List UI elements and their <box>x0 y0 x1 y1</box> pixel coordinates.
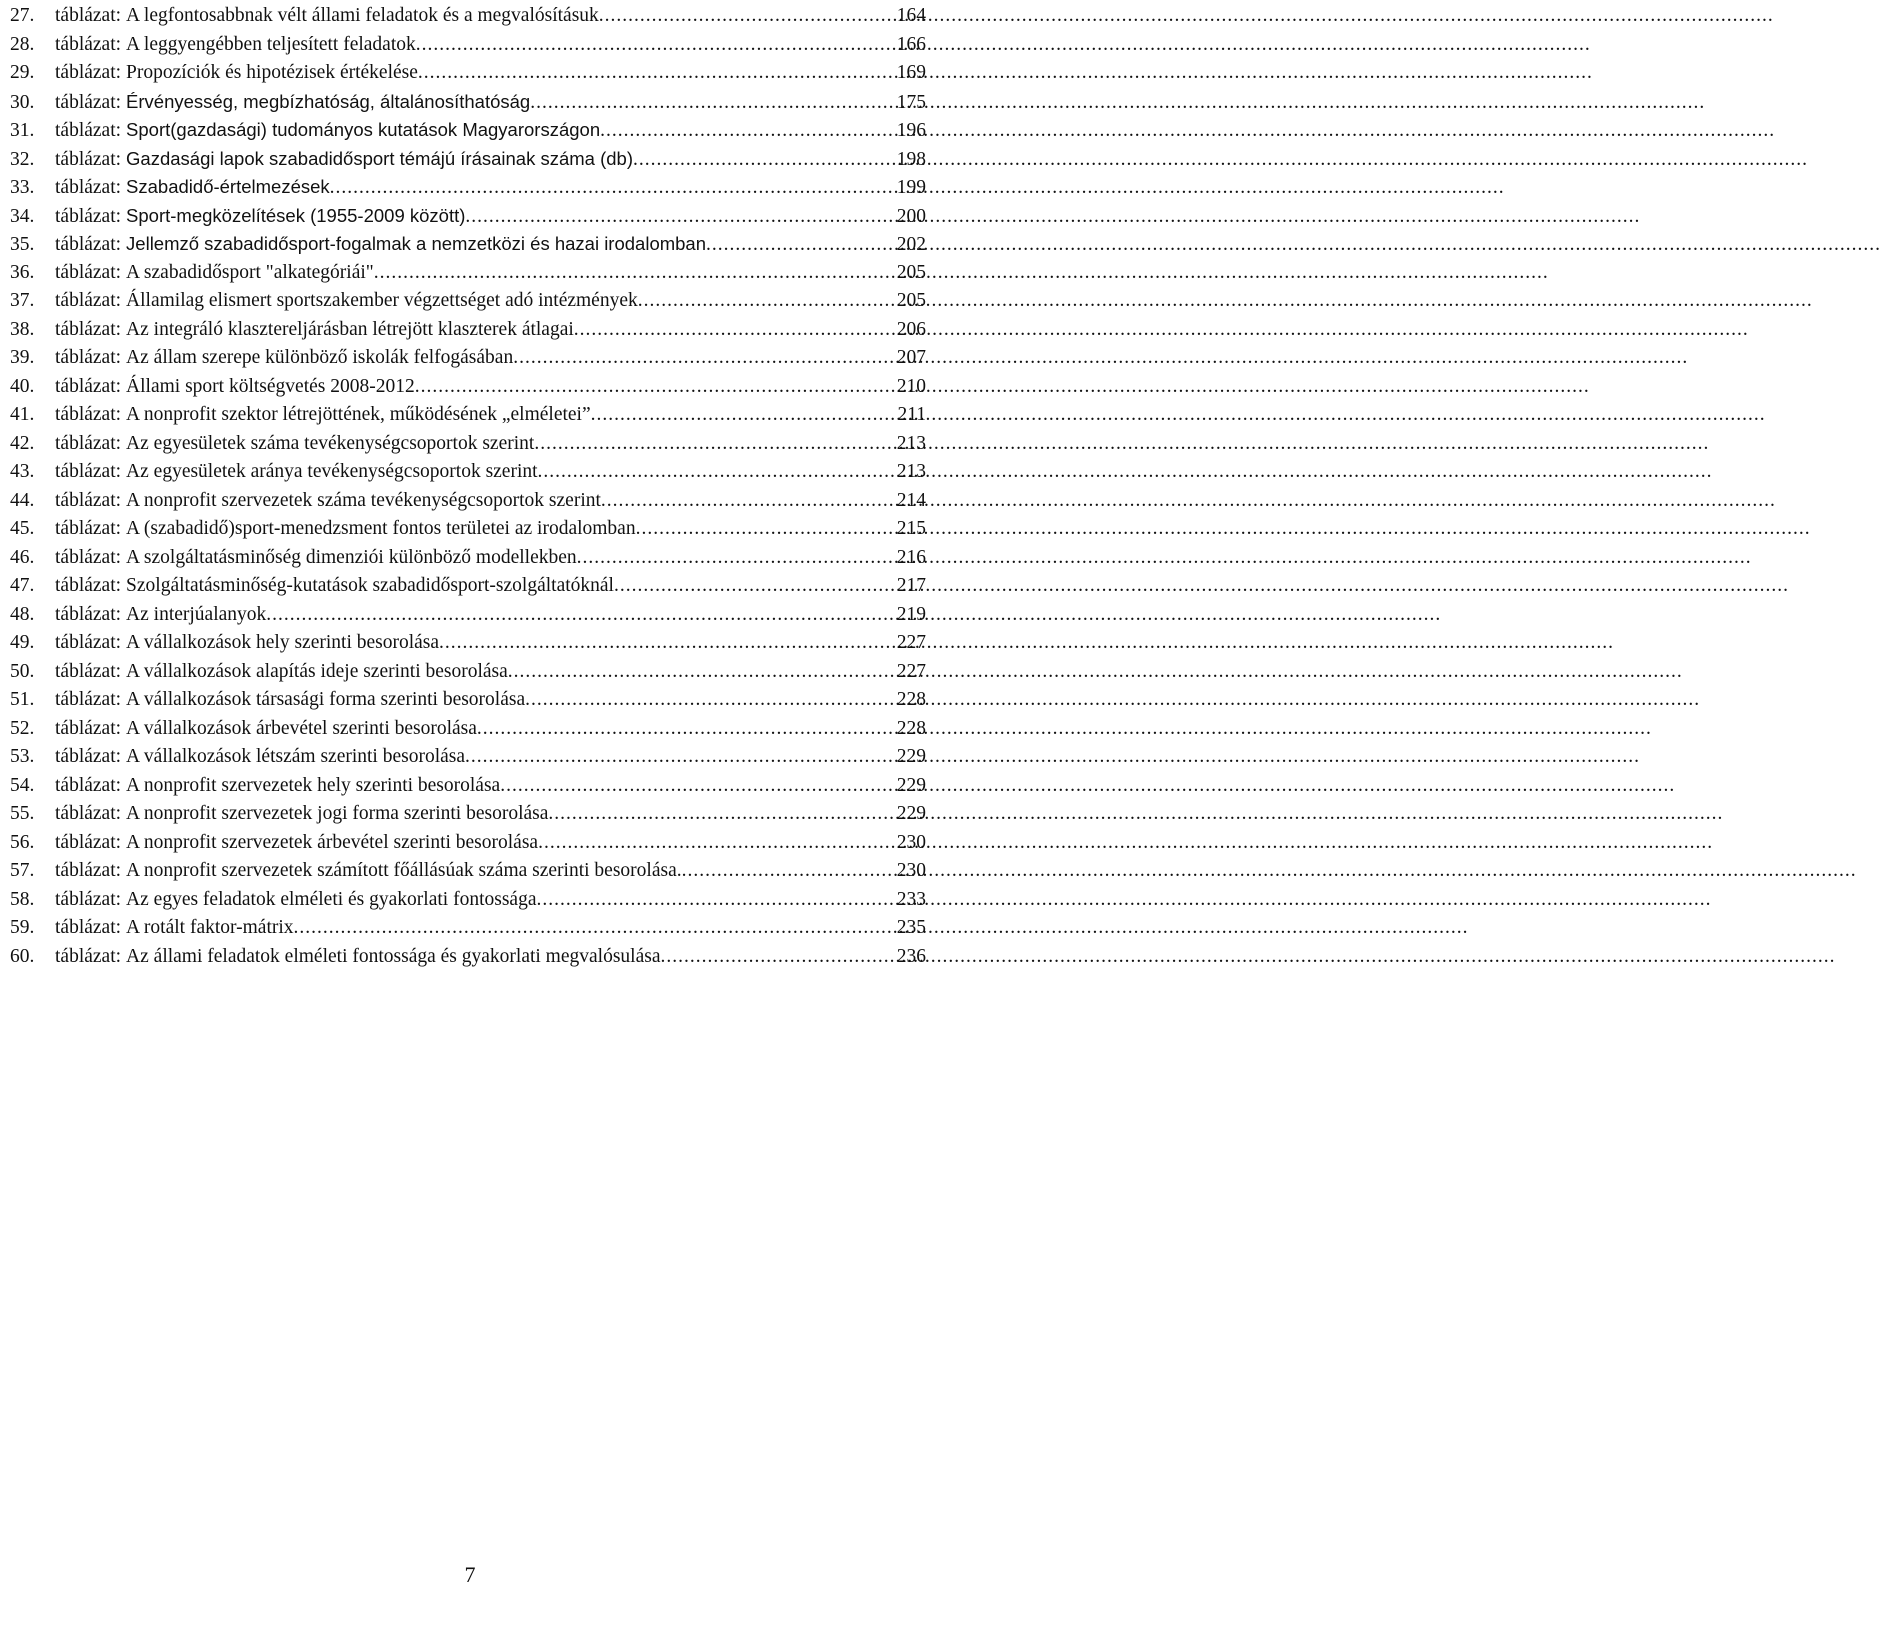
entry-title: A nonprofit szervezetek árbevétel szerinti besorolása <box>126 831 539 853</box>
toc-entry[interactable] <box>10 829 926 858</box>
entry-page: 206 <box>896 318 926 340</box>
entry-prefix: táblázat: <box>55 888 122 910</box>
toc-entry[interactable] <box>10 116 926 145</box>
entry-number: 48. <box>10 603 35 625</box>
dot-leader <box>599 2 895 31</box>
entry-prefix: táblázat: <box>55 774 122 796</box>
entry-title: Az egyesületek aránya tevékenységcsoportok szerint <box>126 461 538 482</box>
entry-number: 28. <box>10 33 35 55</box>
toc-entry[interactable] <box>10 515 926 544</box>
entry-number: 56. <box>10 831 35 853</box>
entry-page: 235 <box>896 917 926 938</box>
entry-number: 60. <box>10 945 35 967</box>
dot-leader <box>601 487 895 516</box>
toc-entry[interactable] <box>10 259 926 288</box>
toc-entry[interactable] <box>10 487 926 516</box>
entry-title: Jellemző szabadidősport-fogalmak a nemzetközi és hazai irodalomban <box>126 233 707 254</box>
entry-page: 202 <box>896 234 926 255</box>
toc-entry[interactable] <box>10 344 926 373</box>
entry-prefix: táblázat: <box>55 120 122 141</box>
entry-title: A nonprofit szervezetek hely szerinti besorolása <box>126 774 501 796</box>
list-of-tables <box>10 2 926 971</box>
entry-title: A leggyengébben teljesített feladatok <box>126 33 416 55</box>
entry-prefix: táblázat: <box>55 831 122 853</box>
toc-entry[interactable] <box>10 2 926 31</box>
entry-title: A vállalkozások alapítás ideje szerinti besorolása <box>126 660 508 682</box>
entry-title: A vállalkozások árbevétel szerinti besorolása <box>126 717 477 739</box>
entry-prefix: táblázat: <box>55 489 122 511</box>
entry-number: 34. <box>10 205 35 227</box>
entry-title: A vállalkozások hely szerinti besorolása <box>126 632 440 653</box>
entry-page: 213 <box>896 461 926 482</box>
toc-entry[interactable] <box>10 800 926 829</box>
entry-number: 32. <box>10 148 35 170</box>
entry-number: 55. <box>10 803 35 824</box>
entry-page: 227 <box>896 660 926 682</box>
toc-entry[interactable] <box>10 88 926 117</box>
dot-leader <box>574 316 895 345</box>
entry-page: 166 <box>896 33 926 55</box>
dot-leader <box>600 117 895 146</box>
entry-number: 51. <box>10 689 35 710</box>
toc-entry[interactable] <box>10 458 926 487</box>
entry-page: 169 <box>896 62 926 83</box>
entry-title: Propozíciók és hipotézisek értékelése <box>126 62 418 83</box>
toc-entry[interactable] <box>10 572 926 601</box>
entry-title: A legfontosabbnak vélt állami feladatok és a megvalósításuk <box>126 5 599 26</box>
entry-page: 205 <box>896 261 926 283</box>
entry-prefix: táblázat: <box>55 461 122 482</box>
entry-prefix: táblázat: <box>55 518 122 539</box>
entry-page: 233 <box>896 888 926 910</box>
entry-prefix: táblázat: <box>55 717 122 739</box>
toc-entry[interactable] <box>10 943 926 972</box>
dot-leader <box>508 658 895 687</box>
entry-page: 213 <box>896 432 926 454</box>
entry-title: Szolgáltatásminőség-kutatások szabadidősport-szolgáltatóknál <box>126 575 614 596</box>
dot-leader <box>614 572 895 601</box>
dot-leader <box>577 544 895 573</box>
entry-title: Az integráló klasztereljárásban létrejött klaszterek átlagai <box>126 318 574 340</box>
dot-leader <box>416 31 895 60</box>
dot-leader <box>374 259 895 288</box>
entry-title: Az egyesületek száma tevékenységcsoportok szerint <box>126 432 535 454</box>
entry-number: 30. <box>10 91 35 113</box>
entry-page: 216 <box>896 546 926 568</box>
entry-prefix: táblázat: <box>55 546 122 568</box>
entry-prefix: táblázat: <box>55 660 122 682</box>
dot-leader <box>636 515 895 544</box>
dot-leader <box>477 715 895 744</box>
dot-leader <box>330 174 895 203</box>
entry-number: 59. <box>10 917 35 938</box>
entry-prefix: táblázat: <box>55 290 122 311</box>
entry-title: A nonprofit szektor létrejöttének, működésének „elméletei” <box>126 404 591 425</box>
entry-title: Sport(gazdasági) tudományos kutatások Magyarországon <box>126 119 601 140</box>
entry-title: Államilag elismert sportszakember végzettséget adó intézmények <box>126 290 638 311</box>
entry-number: 46. <box>10 546 35 568</box>
dot-leader <box>706 231 895 260</box>
entry-number: 41. <box>10 404 35 425</box>
entry-prefix: táblázat: <box>55 91 122 113</box>
entry-number: 36. <box>10 261 35 283</box>
entry-prefix: táblázat: <box>55 860 122 881</box>
entry-number: 50. <box>10 660 35 682</box>
entry-title: A vállalkozások társasági forma szerinti besorolása <box>126 689 526 710</box>
entry-prefix: táblázat: <box>55 746 122 767</box>
entry-title: Állami sport költségvetés 2008-2012 <box>126 375 415 397</box>
entry-title: A (szabadidő)sport-menedzsment fontos területei az irodalomban <box>126 518 636 539</box>
entry-number: 45. <box>10 518 35 539</box>
entry-title: Érvényesség, megbízhatóság, általánosíthatóság <box>126 90 531 112</box>
toc-entry[interactable] <box>10 287 926 316</box>
entry-prefix: táblázat: <box>55 632 122 653</box>
entry-number: 35. <box>10 234 35 255</box>
dot-leader <box>536 886 894 915</box>
entry-title: A szolgáltatásminőség dimenziói különböző modellekben <box>126 546 577 568</box>
entry-page: 228 <box>896 717 926 739</box>
entry-number: 29. <box>10 62 35 83</box>
entry-title: Az egyes feladatok elméleti és gyakorlati fontossága <box>126 888 537 910</box>
entry-number: 38. <box>10 318 35 340</box>
toc-entry[interactable] <box>10 601 926 630</box>
entry-page: 229 <box>896 746 926 767</box>
dot-leader <box>465 743 895 772</box>
toc-entry[interactable] <box>10 430 926 459</box>
entry-title: Az állami feladatok elméleti fontossága és gyakorlati megvalósulása <box>126 945 661 967</box>
entry-prefix: táblázat: <box>55 148 122 170</box>
entry-page: 229 <box>896 774 926 796</box>
dot-leader <box>538 829 895 858</box>
toc-entry[interactable] <box>10 715 926 744</box>
entry-title: A szabadidősport "alkategóriái" <box>126 261 374 283</box>
entry-prefix: táblázat: <box>55 347 122 368</box>
dot-leader <box>638 287 895 316</box>
entry-number: 31. <box>10 120 35 141</box>
toc-entry[interactable] <box>10 31 926 60</box>
dot-leader <box>534 430 894 459</box>
entry-page: 230 <box>896 860 926 881</box>
entry-prefix: táblázat: <box>55 205 122 227</box>
entry-title: A nonprofit szervezetek jogi forma szerinti besorolása <box>126 803 549 824</box>
entry-page: 219 <box>896 603 926 625</box>
entry-prefix: táblázat: <box>55 261 122 283</box>
entry-page: 214 <box>896 489 926 511</box>
toc-entry[interactable] <box>10 743 926 772</box>
entry-title: A vállalkozások létszám szerinti besorolása <box>126 746 466 767</box>
entry-title: A nonprofit szervezetek számított főállásúak száma szerinti besorolása. <box>126 860 682 881</box>
dot-leader <box>661 943 895 972</box>
entry-prefix: táblázat: <box>55 318 122 340</box>
dot-leader <box>439 629 895 658</box>
entry-prefix: táblázat: <box>55 375 122 397</box>
toc-entry[interactable] <box>10 373 926 402</box>
dot-leader <box>465 203 894 232</box>
toc-entry[interactable] <box>10 544 926 573</box>
entry-number: 47. <box>10 575 35 596</box>
entry-prefix: táblázat: <box>55 432 122 454</box>
dot-leader <box>591 401 896 430</box>
entry-number: 44. <box>10 489 35 511</box>
entry-page: 211 <box>897 404 926 425</box>
dot-leader <box>548 800 894 829</box>
toc-entry[interactable] <box>10 857 926 886</box>
entry-page: 215 <box>896 518 926 539</box>
toc-entry[interactable] <box>10 202 926 231</box>
entry-title: A nonprofit szervezetek száma tevékenységcsoportok szerint <box>126 489 601 511</box>
entry-title: A rotált faktor-mátrix <box>126 917 294 938</box>
toc-entry[interactable] <box>10 658 926 687</box>
entry-page: 228 <box>896 689 926 710</box>
dot-leader <box>538 458 895 487</box>
entry-number: 57. <box>10 860 35 881</box>
dot-leader <box>513 344 895 373</box>
entry-number: 33. <box>10 177 35 198</box>
entry-number: 43. <box>10 461 35 482</box>
entry-number: 53. <box>10 746 35 767</box>
entry-page: 207 <box>896 347 926 368</box>
entry-prefix: táblázat: <box>55 177 122 198</box>
entry-page: 198 <box>896 148 926 170</box>
entry-prefix: táblázat: <box>55 603 122 625</box>
dot-leader <box>530 89 895 118</box>
entry-page: 230 <box>896 831 926 853</box>
entry-number: 52. <box>10 717 35 739</box>
toc-entry[interactable] <box>10 772 926 801</box>
page-number: 7 <box>464 1562 476 1587</box>
entry-page: 164 <box>896 5 926 26</box>
toc-entry[interactable] <box>10 629 926 658</box>
toc-entry[interactable] <box>10 686 926 715</box>
entry-number: 58. <box>10 888 35 910</box>
entry-title: Gazdasági lapok szabadidősport témájú írásainak száma (db) <box>126 147 634 169</box>
entry-prefix: táblázat: <box>55 575 122 596</box>
entry-page: 196 <box>896 120 926 141</box>
toc-entry[interactable] <box>10 886 926 915</box>
entry-title: Szabadidő-értelmezések <box>126 176 330 197</box>
toc-entry[interactable] <box>10 401 926 430</box>
entry-page: 227 <box>896 632 926 653</box>
dot-leader <box>500 772 895 801</box>
toc-entry[interactable] <box>10 59 926 88</box>
toc-entry[interactable] <box>10 914 926 943</box>
entry-page: 205 <box>896 290 926 311</box>
entry-number: 49. <box>10 632 35 653</box>
entry-title: Az állam szerepe különböző iskolák felfogásában <box>126 347 514 368</box>
toc-entry[interactable] <box>10 173 926 202</box>
toc-entry[interactable] <box>10 145 926 174</box>
dot-leader <box>294 914 895 943</box>
entry-prefix: táblázat: <box>55 62 122 83</box>
entry-title: Sport-megközelítések (1955-2009 között) <box>126 204 466 226</box>
entry-number: 42. <box>10 432 35 454</box>
dot-leader <box>633 146 895 175</box>
dot-leader <box>415 373 895 402</box>
entry-prefix: táblázat: <box>55 803 122 824</box>
entry-prefix: táblázat: <box>55 33 122 55</box>
dot-leader <box>418 59 895 88</box>
entry-prefix: táblázat: <box>55 689 122 710</box>
entry-number: 27. <box>10 5 35 26</box>
entry-number: 37. <box>10 290 35 311</box>
entry-number: 40. <box>10 375 35 397</box>
entry-title: Az interjúalanyok <box>126 603 267 625</box>
entry-page: 199 <box>896 177 926 198</box>
entry-number: 39. <box>10 347 35 368</box>
entry-number: 54. <box>10 774 35 796</box>
toc-entry[interactable] <box>10 230 926 259</box>
entry-prefix: táblázat: <box>55 945 122 967</box>
entry-page: 210 <box>896 375 926 397</box>
entry-prefix: táblázat: <box>55 404 122 425</box>
dot-leader <box>266 601 894 630</box>
entry-page: 200 <box>896 205 926 227</box>
toc-entry[interactable] <box>10 316 926 345</box>
dot-leader <box>682 857 895 886</box>
entry-page: 217 <box>896 575 926 596</box>
entry-prefix: táblázat: <box>55 5 122 26</box>
entry-prefix: táblázat: <box>55 234 122 255</box>
entry-page: 175 <box>896 91 926 113</box>
dot-leader <box>525 686 895 715</box>
entry-prefix: táblázat: <box>55 917 122 938</box>
entry-page: 229 <box>896 803 926 824</box>
entry-page: 236 <box>896 945 926 967</box>
